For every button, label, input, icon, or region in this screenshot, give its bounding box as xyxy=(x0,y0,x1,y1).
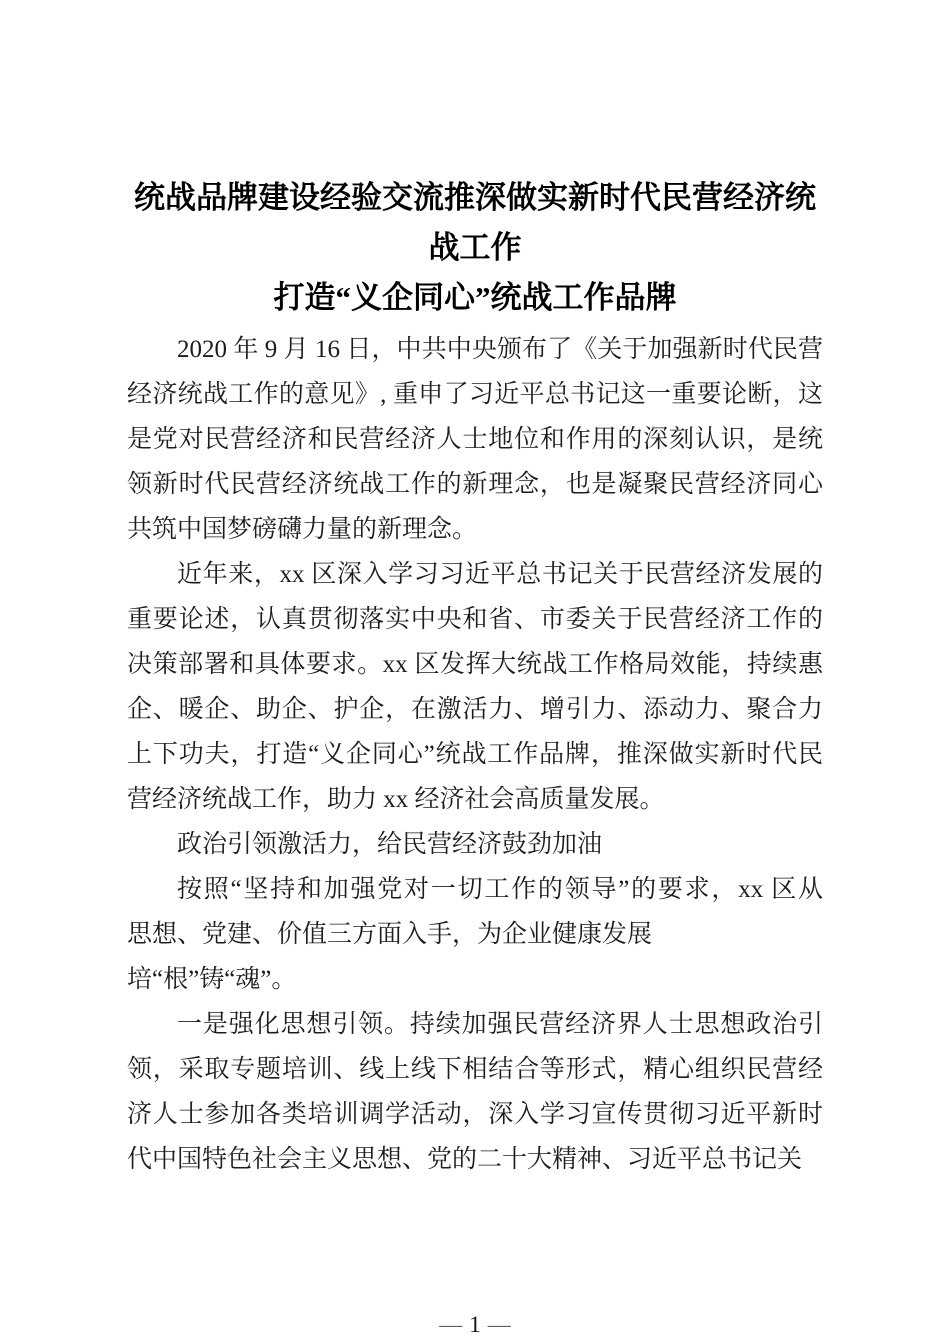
document-title: 统战品牌建设经验交流推深做实新时代民营经济统战工作 xyxy=(134,180,816,265)
page-number: 1 xyxy=(469,1312,481,1337)
paragraph-intro-2020: 2020 年 9 月 16 日，中共中央颁布了《关于加强新时代民营经济统战工作的意见》, 重申了习近平总书记这一重要论断，这是党对民营经济和民营经济人士地位和作用的深刻认识，是统领新时代民营经济统战工作的新理念，也是凝聚民营经济同心共筑中国梦磅礴力量的新理念。 xyxy=(127,336,823,543)
document-subtitle: 打造“义企同心”统战工作品牌 xyxy=(273,280,677,315)
paragraph-anzhao-line3: 培“根”铸“魂”。 xyxy=(127,966,297,993)
footer-dash-right: — xyxy=(487,1312,511,1337)
paragraph-recent-years: 近年来，xx 区深入学习习近平总书记关于民营经济发展的重要论述，认真贯彻落实中央和省、市委关于民营经济工作的决策部署和具体要求。xx 区发挥大统战工作格局效能，持续惠企、暖企、助企、护企，在激活力、增引力、添动力、聚合力上下功夫，打造“义企同心”统战工作品牌，推深做实新时代民营经济统战工作，助力 xx 经济社会高质量发展。 xyxy=(127,561,823,813)
paragraph-section-heading-political-leadership: 政治引领激活力，给民营经济鼓劲加油 xyxy=(177,831,603,858)
paragraph-first-strengthen-ideology: 一是强化思想引领。持续加强民营经济界人士思想政治引领，采取专题培训、线上线下相结合等形式，精心组织民营经济人士参加各类培训调学活动，深入学习宣传贯彻习近平新时代中国特色社会主义思想、党的二十大精神、习近平总书记关 xyxy=(127,1011,823,1173)
document-body xyxy=(127,327,823,1182)
footer-dash-left: — xyxy=(439,1312,463,1337)
paragraph-anzhao-line2: 思想、党建、价值三方面入手，为企业健康发展 xyxy=(127,921,653,948)
document-heading xyxy=(127,173,823,323)
paragraph-anzhao-line1: 按照“坚持和加强党对一切工作的领导”的要求，xx 区从 xyxy=(177,876,823,903)
page-footer xyxy=(0,1311,950,1339)
